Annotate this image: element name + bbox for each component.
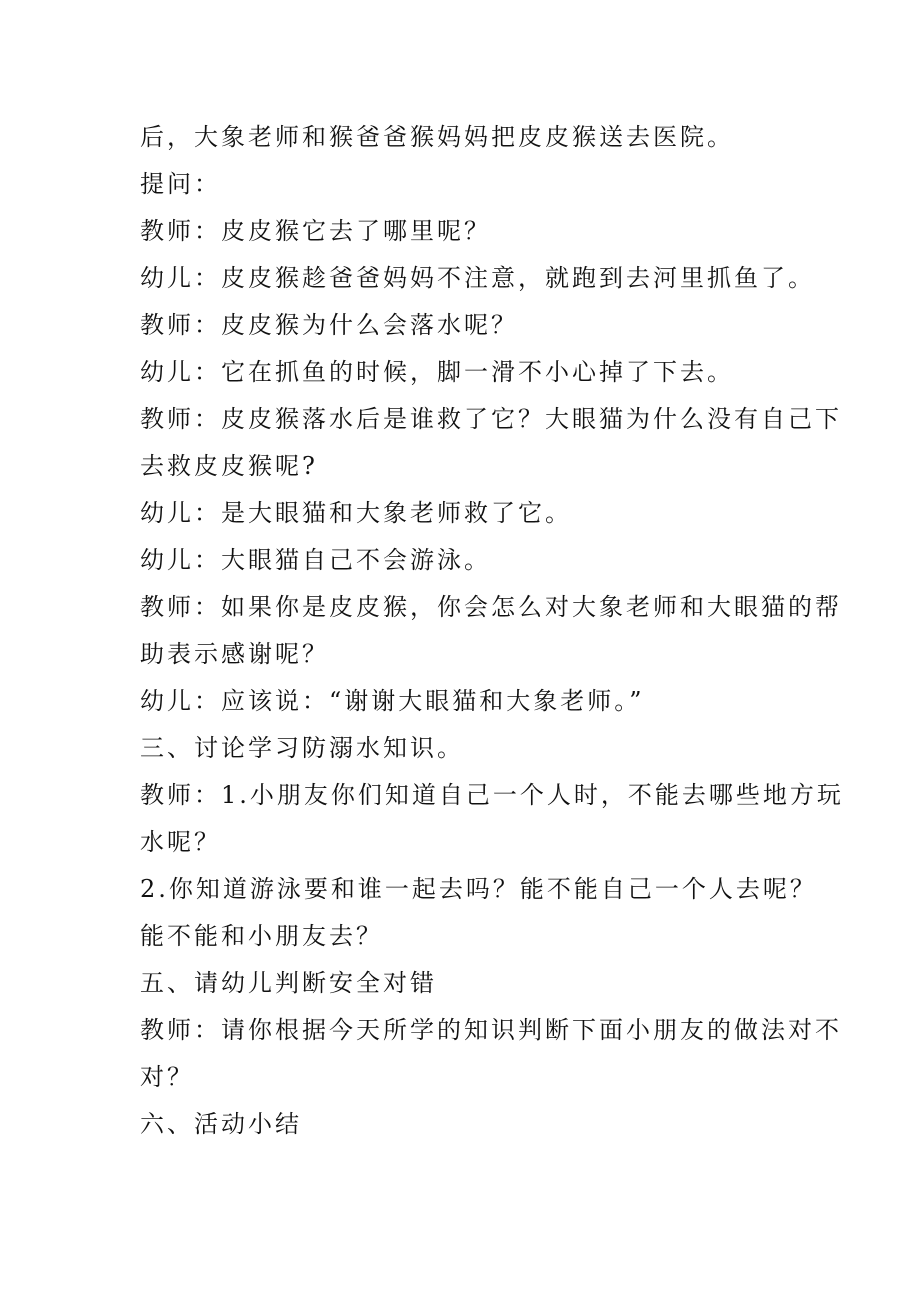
- text-line: 助表示感谢呢？: [140, 640, 329, 668]
- text-line: 教师：皮皮猴它去了哪里呢？: [140, 217, 491, 245]
- text-line: 幼儿：应该说：“谢谢大眼猫和大象老师。”: [140, 687, 645, 715]
- text-line: 幼儿：它在抓鱼的时候，脚一滑不小心掉了下去。: [140, 358, 734, 386]
- text-line: 教师：皮皮猴落水后是谁救了它？大眼猫为什么没有自己下: [140, 405, 842, 433]
- text-line: 教师：请你根据今天所学的知识判断下面小朋友的做法对不: [140, 1016, 842, 1044]
- text-line: 水呢？: [140, 828, 221, 856]
- text-line: 幼儿：是大眼猫和大象老师救了它。: [140, 499, 572, 527]
- text-line: 幼儿：大眼猫自己不会游泳。: [140, 546, 491, 574]
- section-heading: 五、请幼儿判断安全对错: [140, 969, 437, 997]
- text-line: 去救皮皮猴呢?: [140, 452, 318, 480]
- text-line: 2.你知道游泳要和谁一起去吗？能不能自己一个人去呢？: [140, 875, 817, 903]
- text-line: 教师：1.小朋友你们知道自己一个人时，不能去哪些地方玩: [140, 781, 844, 809]
- section-heading: 三、讨论学习防溺水知识。: [140, 734, 464, 762]
- text-line: 能不能和小朋友去？: [140, 922, 383, 950]
- text-line: 幼儿：皮皮猴趁爸爸妈妈不注意，就跑到去河里抓鱼了。: [140, 264, 815, 292]
- text-line: 教师：如果你是皮皮猴，你会怎么对大象老师和大眼猫的帮: [140, 593, 842, 621]
- text-line: 对？: [140, 1063, 194, 1091]
- text-line: 教师：皮皮猴为什么会落水呢？: [140, 311, 518, 339]
- text-line: 提问：: [140, 170, 221, 198]
- text-line: 后，大象老师和猴爸爸猴妈妈把皮皮猴送去医院。: [140, 123, 734, 151]
- document-body: [140, 114, 844, 1148]
- section-heading: 六、活动小结: [140, 1110, 302, 1138]
